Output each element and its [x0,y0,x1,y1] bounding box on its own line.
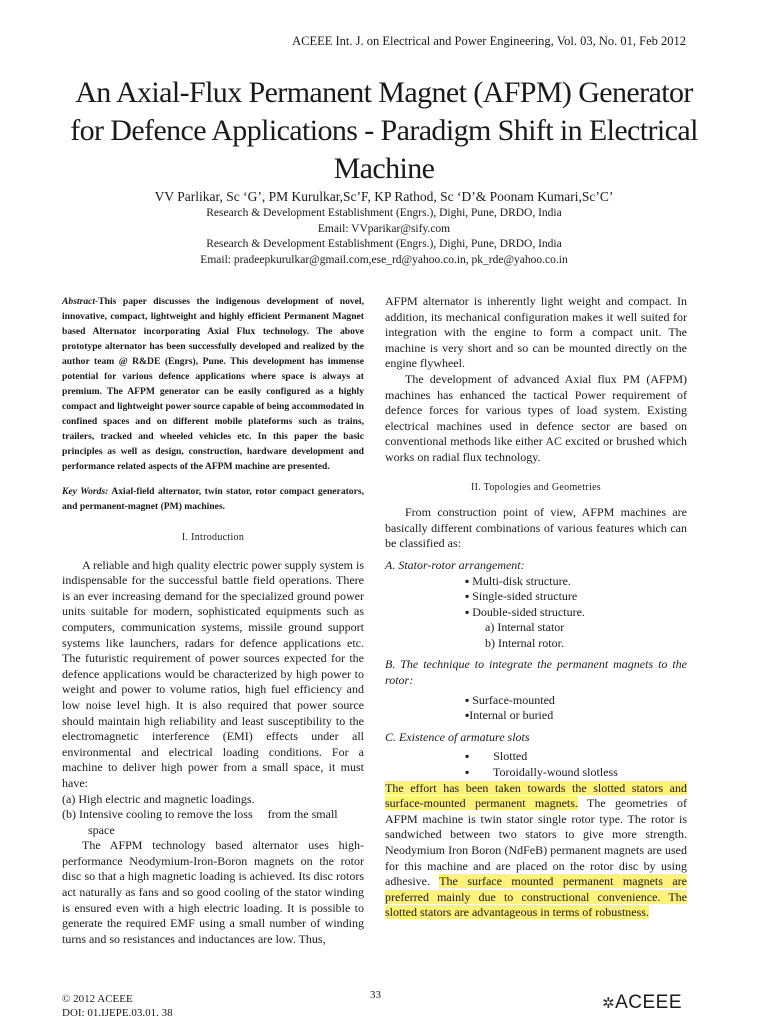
list-item: ▪ Multi-disk structure. [465,573,571,588]
list-item: ▪ Toroidally-wound slotless [465,765,618,780]
keywords-text: Axial-field alternator, twin stator, rotor compact generators, and permanent-magnet (PM) machines. [62,486,364,512]
keywords [62,484,364,514]
list-item: ▪ Single-sided structure [465,589,578,604]
list-item: ▪ Double-sided structure. [465,604,585,619]
topologies-paragraph-2 [385,781,687,921]
intro-paragraph-3: AFPM alternator is inherently light weight and compact. In addition, its mechanical configuration makes it well suited for integration with the engine to form a compact unit. The machine is very short and so can be mounted directly on the engine flywheel. [385,294,687,371]
topologies-paragraph-1: From construction point of view, AFPM machines are basically different combinations of various features which can be classified as: [385,505,687,551]
list-item: ▪Internal or buried [465,708,554,723]
abstract [62,294,364,474]
requirement-b-cont: space [88,822,115,837]
section-heading-introduction: I. Introduction [181,532,245,543]
intro-paragraph-4: The development of advanced Axial flux PM (AFPM) machines has enhanced the tactical Power requirement of defence forces for various types of load system. Existing electrical machines used in defence sector are based on conventional methods like either AC excited or brushed which works on radial flux technology. [385,371,687,464]
subheading-c: C. Existence of armature slots [385,729,530,744]
star-icon: ✲ [602,995,616,1012]
aceee-logo [602,992,682,1014]
requirement-a: (a) High electric and magnetic loadings. [62,791,255,806]
section-heading-topologies: II. Topologies and Geometries [470,481,601,493]
abstract-label: Abstract- [62,296,99,307]
author-list: VV Parlikar, Sc ‘G’, PM Kurulkar,Sc’F, KP Rathod, Sc ‘D’& Poonam Kumari,Sc’C’ [154,189,614,204]
title-line-3: Machine [333,152,435,185]
highlighted-text-2: The surface mounted permanent magnets are preferred mainly due to constructional convenience. The slotted stators are advantageous in terms of robustness. [385,874,688,920]
page-number: 33 [370,989,381,1001]
list-item: ▪ Surface-mounted [465,692,555,707]
affiliations [30,206,738,268]
footer-left [62,992,173,1020]
keywords-label: Key Words: [62,486,109,497]
list-subitem: b) Internal rotor. [485,635,564,650]
journal-header: ACEEE Int. J. on Electrical and Power Engineering, Vol. 03, No. 01, Feb 2012 [292,34,686,48]
intro-paragraph-1: A reliable and high quality electric power supply system is indispensable for the successful battle field operations. There is an ever increasing demand for the specialized ground power units suitable for modern, sophisticated equipments such as computers, communication systems, missile ground support systems like launchers, radars for defence applications etc. The futuristic requirement of power sources expected for the defence applications would be characterized by high power to weight and power to volume ratios, high fuel efficiency and low noise level high. It is also required that power source should maintain high reliability and least susceptibility to the electromagnetic interference (EMI) effects under all environmental and electrical loading conditions. For a machine to deliver high power from a small space, it must have: [62,557,364,790]
list-item: ▪ Slotted [465,749,528,764]
title-line-1: An Axial-Flux Permanent Magnet (AFPM) Generator [75,76,693,109]
subheading-a: A. Stator-rotor arrangement: [385,557,525,572]
title-line-2: for Defence Applications - Paradigm Shift in Electrical [70,114,698,147]
email-2: Email: pradeepkurulkar@gmail.com,ese_rd@yahoo.co.in, pk_rde@yahoo.co.in [200,253,568,266]
email-1: Email: VVparikar@sify.com [317,222,451,235]
copyright: © 2012 ACEEE [62,993,133,1005]
paragraph-text: The geometries of AFPM machine is twin stator single rotor type. The rotor is sandwiched between two stators to give more strength. Neodymium Iron Boron (NdFeB) permanent magnets are used for this machine and are placed on the rotor disc by using adhesive. [385,796,687,889]
list-subitem: a) Internal stator [485,620,565,635]
abstract-text: This paper discusses the indigenous development of novel, innovative, compact, lightweight and highly efficient Permanent Magnet based Alternator incorporating Axial Flux technology. The above prototype alternator has been successfully developed and realized by the author team @ R&DE (Engrs), Pune. This development has immense potential for various defence applications where space is always at premium. The AFPM generator can be easily configured as a highly compact and lightweight power source capable of being accommodated in confined spaces and on different mobile plateforms such as trains, trailers, tracked and wheeled vehicles etc. In this paper the basic principles as well as design, construction, hardware development and performance related aspects of the AFPM machine are presented. [62,296,364,472]
requirement-b: (b) Intensive cooling to remove the loss from the small [62,807,338,822]
right-column [385,294,687,921]
affiliation-2: Research & Development Establishment (Engrs.), Dighi, Pune, DRDO, India [206,238,562,250]
logo-text: ACEEE [615,992,682,1013]
left-column [62,294,364,947]
doi: DOI: 01.IJEPE.03.01. 38 [62,1007,173,1019]
highlighted-text-1: The effort has been taken towards the slotted stators and surface-mounted permanent magnets. [385,780,687,811]
subheading-b: B. The technique to integrate the permanent magnets to the rotor: [385,657,687,688]
affiliation-1: Research & Development Establishment (Engrs.), Dighi, Pune, DRDO, India [206,207,562,219]
paper-title [30,74,738,188]
intro-paragraph-2: The AFPM technology based alternator uses high-performance Neodymium-Iron-Boron magnets on the rotor disc so that a high magnetic loading is achieved. Its disc rotors act naturally as fans and so good cooling of the stator winding is ensured even with a high electric loading. It is possible to generate the required EMF using a small number of winding turns and so resistances and inductances are low. Thus, [62,838,364,946]
